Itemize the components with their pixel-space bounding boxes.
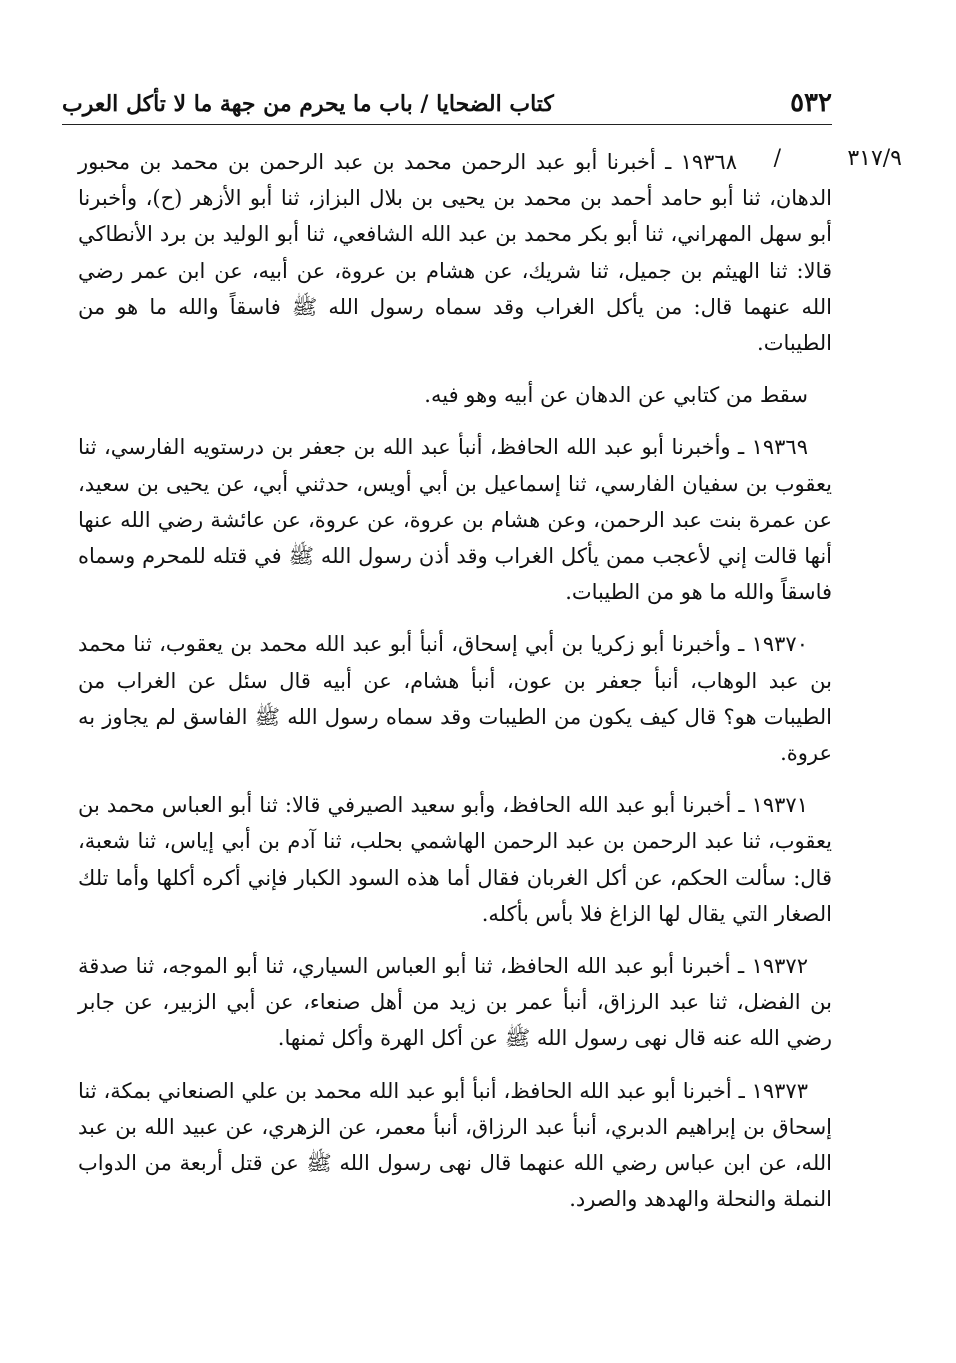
page-header xyxy=(62,88,832,125)
hadith-paragraph: ١٩٣٧٢ ـ أخبرنا أبو عبد الله الحافظ، ثنا أبو العباس السياري، ثنا أبو الموجه، ثنا صدقة بن الفضل، ثنا عبد الرزاق، أنبأ عمر بن زيد من أهل صنعاء، عن أبي الزبير، عن جابر رضي الله عنه قال نهى رسول الله ﷺ عن أكل الهرة وأكل ثمنها. xyxy=(78,954,832,1051)
hadith-paragraph: ١٩٣٧٣ ـ أخبرنا أبو عبد الله الحافظ، أنبأ أبو عبد الله محمد بن علي الصنعاني بمكة، ثنا إسحاق بن إبراهيم الدبري، أنبأ عبد الرزاق، أنبأ معمر، عن الزهري، عن عبيد الله بن عبد الله، عن ابن عباس رضي الله عنهما قال نهى رسول الله ﷺ عن قتل أربعة من الدواب النملة والنحلة والهدهد والصرد. xyxy=(78,1078,832,1212)
margin-volume-page-reference: ٣١٧/٩ xyxy=(847,146,902,171)
page-number: ٥٣٢ xyxy=(790,88,832,118)
margin-page-break-mark: / xyxy=(773,146,781,171)
hadith-paragraph: ١٩٣٧٠ ـ وأخبرنا أبو زكريا بن أبي إسحاق، أنبأ أبو عبد الله محمد بن يعقوب، ثنا محمد بن عبد الوهاب، أنبأ جعفر بن عون، أنبأ هشام، عن أبيه قال سئل عن الغراب من الطيبات هو؟ قال كيف يكون من الطيبات وقد سماه رسول الله ﷺ الفاسق لم يجاوز به عروة. xyxy=(78,632,832,766)
hadith-paragraph: ١٩٣٧١ ـ أخبرنا أبو عبد الله الحافظ، وأبو سعيد الصيرفي قالا: ثنا أبو العباس محمد بن يعقوب، ثنا عبد الرحمن بن عبد الرحمن الهاشمي بحلب، ثنا آدم بن أبي إياس، ثنا شعبة، قال: سألت الحكم، عن أكل الغربان فقال أما هذه السود الكبار فإني أكره أكلها وأما تلك الصغار التي يقال لها الزاغ فلا بأس بأكله. xyxy=(78,793,832,926)
hadith-paragraph: ١٩٣٦٩ ـ وأخبرنا أبو عبد الله الحافظ، أنبأ عبد الله بن جعفر بن درستويه الفارسي، ثنا يعقوب بن سفيان الفارسي، ثنا إسماعيل بن أبي أويس، حدثني أبي، عن يحيى بن سعيد، عن عمرة بنت عبد الرحمن، وعن هشام بن عروة، عن عروة، عن عائشة رضي الله عنها أنها قالت إني لأعجب ممن يأكل الغراب وقد أذن رسول الله ﷺ في قتله للمحرم وسماه فاسقاً والله ما هو من الطيبات. xyxy=(78,435,832,605)
running-title: كتاب الضحايا / باب ما يحرم من جهة ما لا تأكل العرب xyxy=(62,91,554,117)
document-body xyxy=(78,144,832,1233)
editorial-note: سقط من كتابي عن الدهان عن أبيه وهو فيه. xyxy=(424,383,808,408)
hadith-paragraph: ١٩٣٦٨ ـ أخبرنا أبو عبد الرحمن محمد بن عبد الرحمن بن محمد بن محبور الدهان، ثنا أبو حامد أحمد بن محمد بن يحيى بن بلال البزاز، ثنا أبو الأزهر (ح)، وأخبرنا أبو سهل المهراني، ثنا أبو بكر محمد بن عبد الله الشافعي، ثنا أبو الوليد بن برد الأنطاكي قالا: ثنا الهيثم بن جميل، ثنا شريك، عن هشام بن عروة، عن أبيه، عن ابن عمر رضي الله عنهما قال: من يأكل الغراب وقد سماه رسول الله ﷺ فاسقاً والله ما هو من الطيبات. xyxy=(78,150,832,356)
